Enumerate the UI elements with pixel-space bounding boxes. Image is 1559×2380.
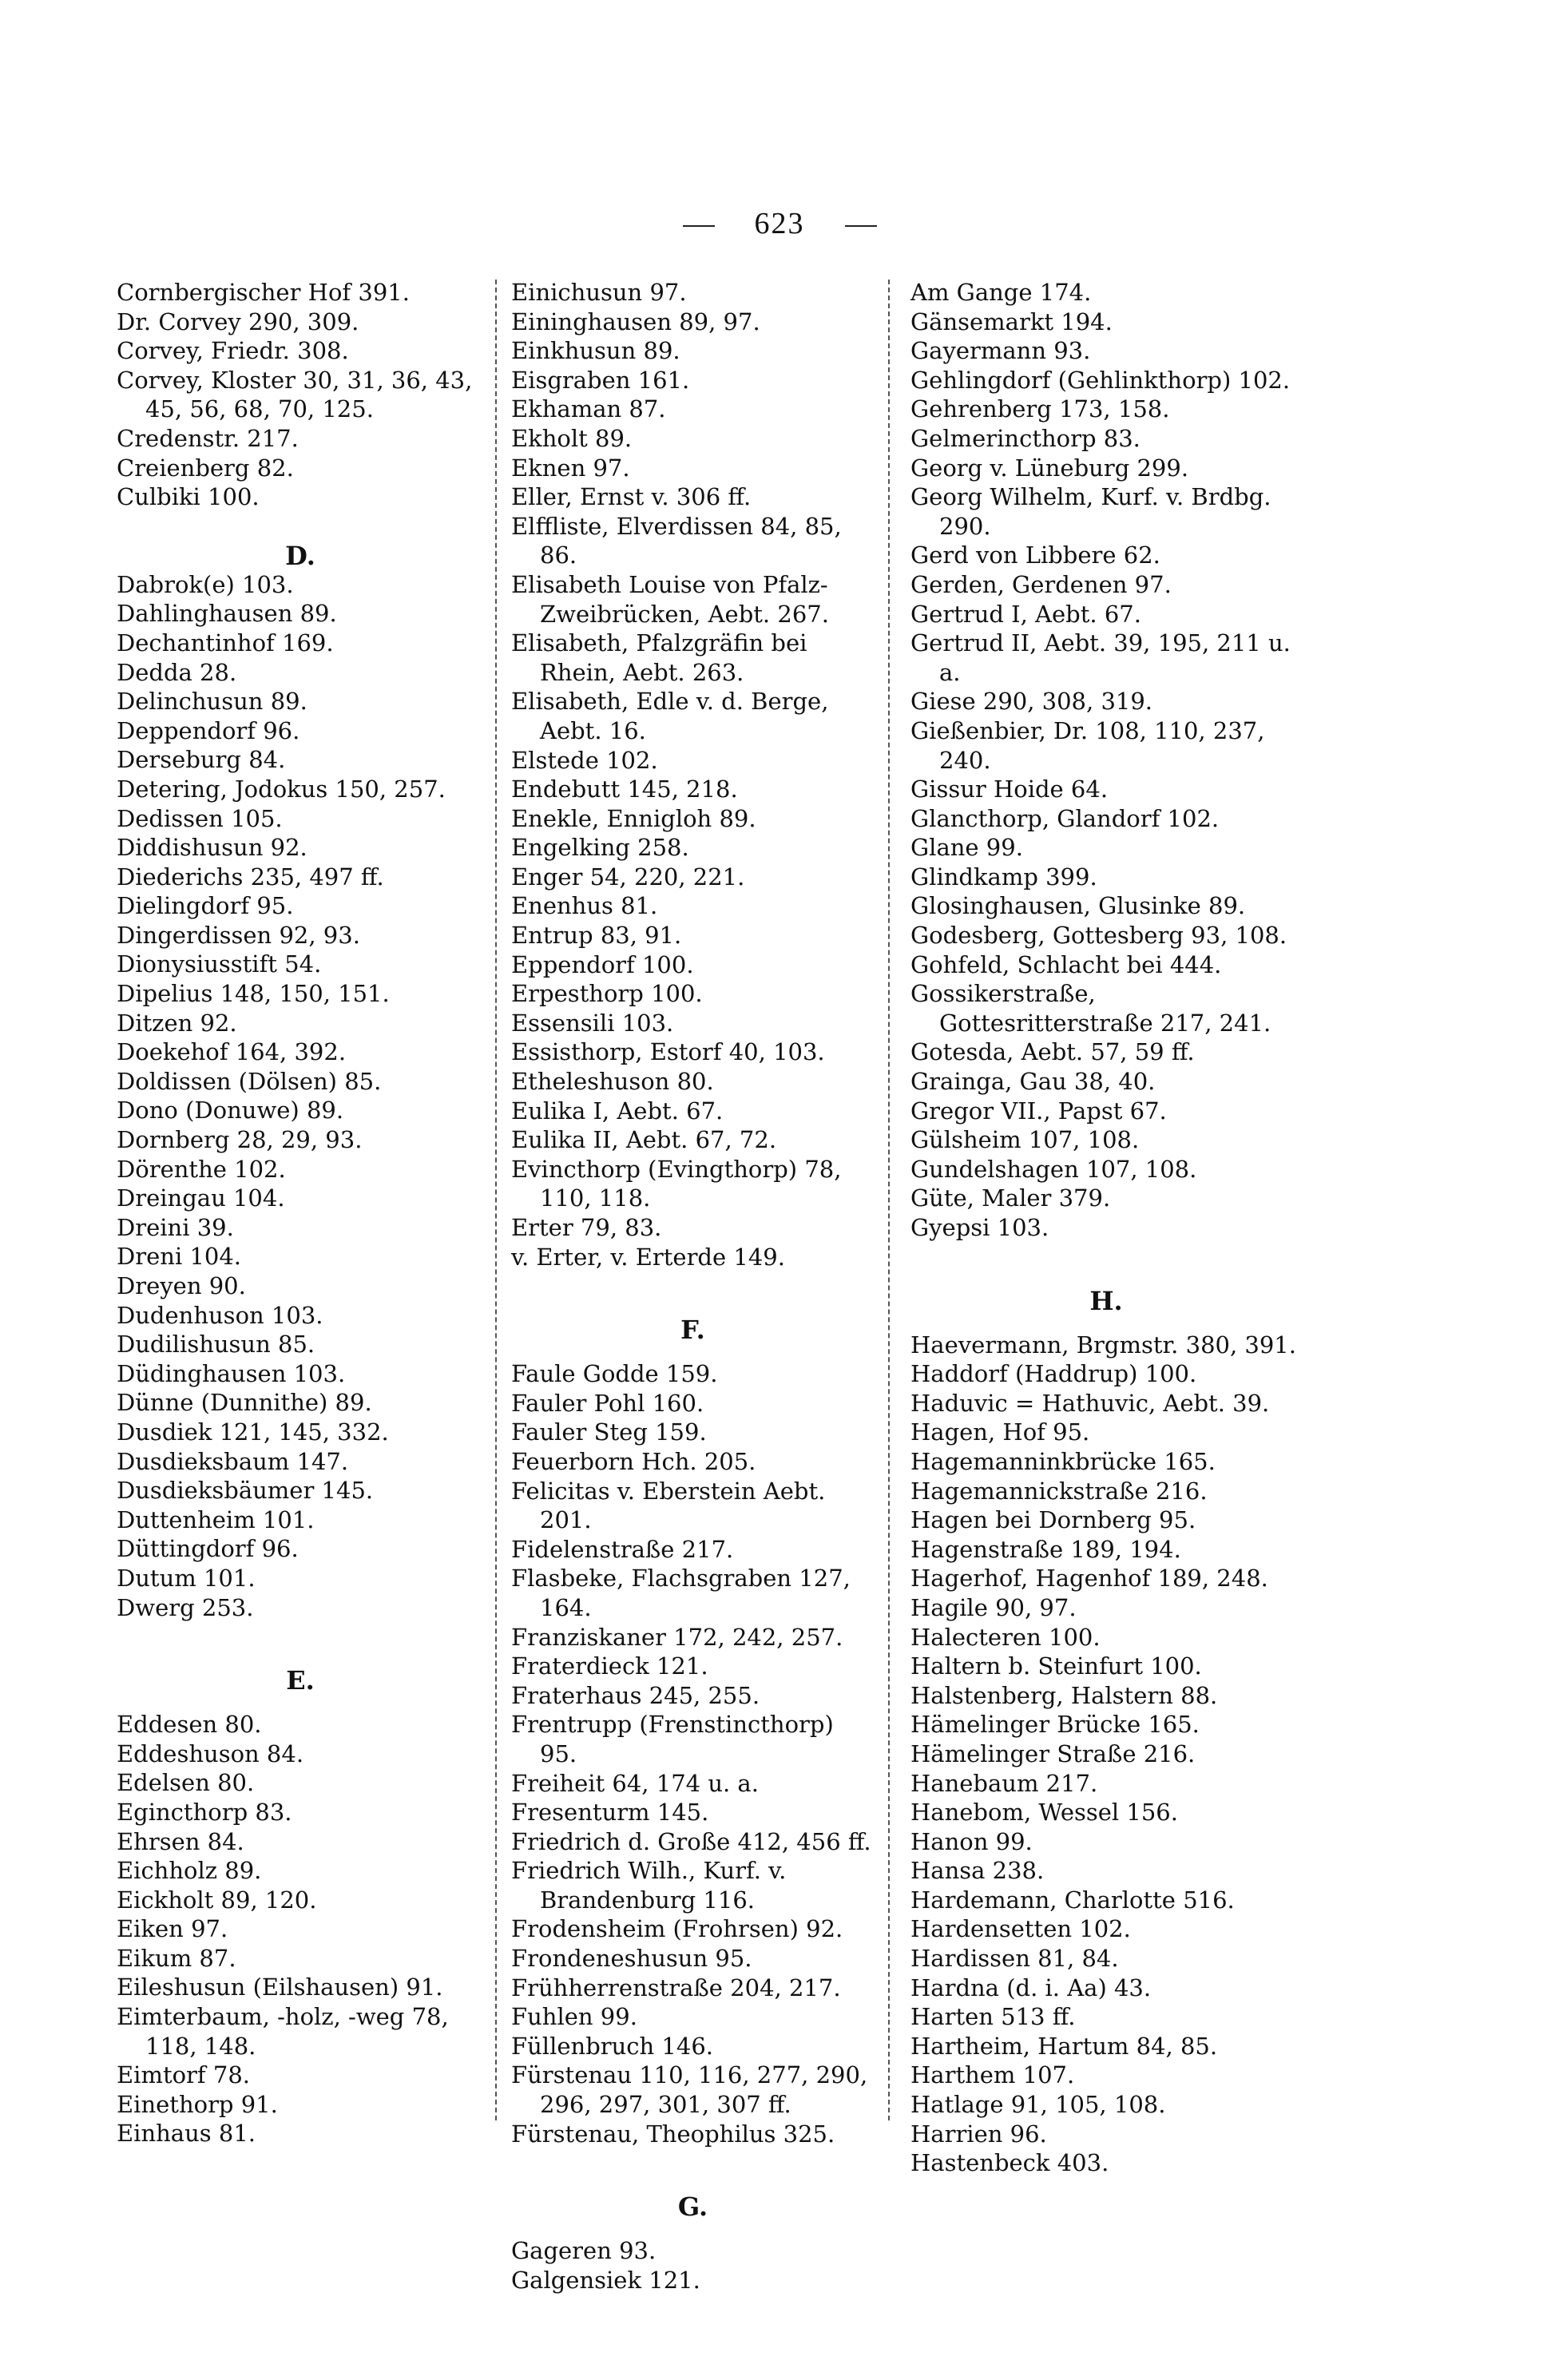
index-entry: Dudilishusun 85. xyxy=(117,1331,315,1359)
index-entry: Gundelshagen 107, 108. xyxy=(910,1155,1197,1183)
index-entry: Eulika II, Aebt. 67, 72. xyxy=(511,1126,777,1154)
index-entry: Frentrupp (Frenstincthorp) 95. xyxy=(511,1711,834,1767)
section-heading-h: H. xyxy=(1089,1285,1123,1316)
index-entry: Einethorp 91. xyxy=(117,2090,278,2118)
index-entry: Dusdieksbaum 147. xyxy=(117,1447,349,1475)
index-entry: Gotesda, Aebt. 57, 59 ff. xyxy=(910,1038,1195,1066)
index-entry: Giese 290, 308, 319. xyxy=(910,688,1153,716)
index-entry: Glosinghausen, Glusinke 89. xyxy=(910,892,1246,920)
index-column-1 xyxy=(117,278,484,2148)
index-entry: Glane 99. xyxy=(910,834,1023,862)
index-entry: Franziskaner 172, 242, 257. xyxy=(511,1623,843,1651)
index-entry: Gerden, Gerdenen 97. xyxy=(910,570,1172,598)
index-entry: Eddesen 80. xyxy=(117,1711,262,1739)
index-entry: Culbiki 100. xyxy=(117,483,260,511)
index-entry: Fauler Steg 159. xyxy=(511,1418,707,1446)
index-entry: Haevermann, Brgmstr. 380, 391. xyxy=(910,1331,1296,1359)
index-entry: Dutum 101. xyxy=(117,1564,256,1592)
index-entry: Eknen 97. xyxy=(511,454,630,482)
index-entry: Harthem 107. xyxy=(910,2061,1075,2089)
index-entry: Hanebaum 217. xyxy=(910,1769,1098,1797)
index-entry: Haduvic = Hathuvic, Aebt. 39. xyxy=(910,1389,1270,1417)
index-entry: Hatlage 91, 105, 108. xyxy=(910,2091,1166,2119)
index-entry: Dabrok(e) 103. xyxy=(117,570,294,598)
index-entry: Gelmerincthorp 83. xyxy=(910,424,1140,452)
index-entry: Etheleshuson 80. xyxy=(511,1068,714,1096)
index-entry: Eiken 97. xyxy=(117,1915,228,1943)
section-heading-f: F. xyxy=(680,1315,705,1346)
index-entry: Hämelinger Brücke 165. xyxy=(910,1711,1200,1739)
index-entry: Entrup 83, 91. xyxy=(511,922,682,950)
index-entry: Elisabeth, Edle v. d. Berge, Aebt. 16. xyxy=(511,688,829,744)
index-entry: Dr. Corvey 290, 309. xyxy=(117,307,359,335)
index-entry: Hämelinger Straße 216. xyxy=(910,1739,1196,1767)
index-column-2 xyxy=(511,278,875,2295)
index-entry: Elstede 102. xyxy=(511,746,658,774)
index-entry: v. Erter, v. Erterde 149. xyxy=(511,1243,785,1271)
index-entry: Dreingau 104. xyxy=(117,1184,285,1212)
index-entry: Gossikerstraße, Gottesritterstraße 217, 241. xyxy=(910,980,1271,1037)
index-entry: Hardna (d. i. Aa) 43. xyxy=(910,1973,1152,2001)
index-entry: Eddeshuson 84. xyxy=(117,1739,304,1767)
index-entry: Corvey, Friedr. 308. xyxy=(117,337,349,365)
index-entry: Egincthorp 83. xyxy=(117,1798,292,1826)
index-entry: Dusdieksbäumer 145. xyxy=(117,1477,374,1505)
index-entry: Gayermann 93. xyxy=(910,337,1091,365)
index-entry: Eileshusun (Eilshausen) 91. xyxy=(117,1973,443,2001)
index-entry: Godesberg, Gottesberg 93, 108. xyxy=(910,922,1287,950)
index-entry: Fürstenau, Theophilus 325. xyxy=(511,2120,835,2148)
index-entry: Hardissen 81, 84. xyxy=(910,1945,1119,1973)
index-entry: Gregor VII., Papst 67. xyxy=(910,1097,1167,1125)
index-entry: Gerd von Libbere 62. xyxy=(910,541,1160,569)
index-entry: Frondeneshusun 95. xyxy=(511,1945,752,1973)
index-entry: Dahlinghausen 89. xyxy=(117,600,337,628)
index-entry: Gänsemarkt 194. xyxy=(910,307,1113,335)
index-entry: Haddorf (Haddrup) 100. xyxy=(910,1360,1197,1388)
index-entry: Dielingdorf 95. xyxy=(117,892,294,920)
index-entry: Eichholz 89. xyxy=(117,1857,262,1885)
index-entry: Diederichs 235, 497 ff. xyxy=(117,863,384,891)
index-entry: Endebutt 145, 218. xyxy=(511,775,738,803)
index-entry: Freiheit 64, 174 u. a. xyxy=(511,1769,759,1797)
index-entry: Faule Godde 159. xyxy=(511,1360,718,1388)
index-entry: Engelking 258. xyxy=(511,834,689,862)
index-entry: Eickholt 89, 120. xyxy=(117,1886,317,1914)
index-entry: Gehrenberg 173, 158. xyxy=(910,395,1170,423)
index-entry: Düttingdorf 96. xyxy=(117,1535,299,1563)
section-heading-d: D. xyxy=(285,540,315,571)
index-entry: Gyepsi 103. xyxy=(910,1214,1049,1241)
index-entry: Halecteren 100. xyxy=(910,1623,1101,1651)
index-entry: Gülsheim 107, 108. xyxy=(910,1126,1140,1154)
index-entry: Eikum 87. xyxy=(117,1944,236,1972)
index-entry: Feuerborn Hch. 205. xyxy=(511,1447,756,1475)
index-entry: Dedissen 105. xyxy=(117,804,283,832)
index-entry: Hardemann, Charlotte 516. xyxy=(910,1886,1235,1914)
index-entry: Gehlingdorf (Gehlinkthorp) 102. xyxy=(910,366,1291,394)
index-entry: Gertrud II, Aebt. 39, 195, 211 u. a. xyxy=(910,629,1291,686)
index-entry: Düdinghausen 103. xyxy=(117,1359,346,1387)
index-entry: Ditzen 92. xyxy=(117,1009,237,1037)
index-entry: Hanebom, Wessel 156. xyxy=(910,1799,1178,1827)
dash-right xyxy=(845,225,877,227)
index-entry: Elisabeth, Pfalzgräfin bei Rhein, Aebt. 263. xyxy=(511,629,807,686)
index-entry: Eulika I, Aebt. 67. xyxy=(511,1097,724,1125)
index-entry: Elffliste, Elverdissen 84, 85, 86. xyxy=(511,512,842,569)
page-number: 623 xyxy=(754,207,805,240)
index-entry: Eisgraben 161. xyxy=(511,366,690,394)
index-entry: Cornbergischer Hof 391. xyxy=(117,279,410,306)
index-entry: Enenhus 81. xyxy=(511,892,658,920)
index-entry: Dreini 39. xyxy=(117,1213,234,1241)
index-entry: Eller, Ernst v. 306 ff. xyxy=(511,483,752,511)
index-entry: Deppendorf 96. xyxy=(117,716,300,744)
index-entry: Haltern b. Steinfurt 100. xyxy=(910,1652,1202,1680)
index-entry: Doekehof 164, 392. xyxy=(117,1038,347,1066)
index-entry: Gissur Hoide 64. xyxy=(910,775,1109,803)
index-entry: Dwerg 253. xyxy=(117,1593,254,1621)
index-column-3 xyxy=(910,278,1302,2178)
index-entry: Duttenheim 101. xyxy=(117,1505,315,1533)
index-entry: Am Gange 174. xyxy=(910,279,1092,306)
index-entry: Dingerdissen 92, 93. xyxy=(117,921,360,949)
index-entry: Hagen, Hof 95. xyxy=(910,1418,1090,1446)
index-entry: Grainga, Gau 38, 40. xyxy=(910,1068,1156,1096)
index-entry: Evincthorp (Evingthorp) 78, 110, 118. xyxy=(511,1155,842,1212)
index-entry: Einkhusun 89. xyxy=(511,337,680,365)
index-entry: Hagenstraße 189, 194. xyxy=(910,1535,1181,1563)
index-entry: Hansa 238. xyxy=(910,1857,1045,1885)
index-entry: Dusdiek 121, 145, 332. xyxy=(117,1418,389,1446)
index-entry: Hartheim, Hartum 84, 85. xyxy=(910,2032,1218,2060)
index-entry: Georg Wilhelm, Kurf. v. Brdbg. 290. xyxy=(910,483,1271,540)
column-divider-1 xyxy=(495,280,497,2120)
index-entry: Eppendorf 100. xyxy=(511,950,694,978)
index-entry: Dörenthe 102. xyxy=(117,1155,286,1183)
index-entry: Gohfeld, Schlacht bei 444. xyxy=(910,950,1222,978)
index-entry: Güte, Maler 379. xyxy=(910,1184,1111,1212)
dash-left xyxy=(683,225,715,227)
index-entry: Erpesthorp 100. xyxy=(511,980,703,1008)
index-entry: Dreni 104. xyxy=(117,1243,242,1271)
index-entry: Hanon 99. xyxy=(910,1827,1033,1855)
index-entry: Derseburg 84. xyxy=(117,746,286,774)
index-entry: Fuhlen 99. xyxy=(511,2003,637,2031)
index-entry: Felicitas v. Eberstein Aebt. 201. xyxy=(511,1477,826,1534)
index-entry: Dudenhuson 103. xyxy=(117,1301,323,1329)
index-entry: Doldissen (Dölsen) 85. xyxy=(117,1067,382,1095)
index-entry: Glancthorp, Glandorf 102. xyxy=(910,804,1220,832)
index-entry: Harten 513 ff. xyxy=(910,2003,1076,2031)
index-entry: Dreyen 90. xyxy=(117,1272,246,1299)
index-entry: Frühherrenstraße 204, 217. xyxy=(511,1973,841,2001)
index-entry: Glindkamp 399. xyxy=(910,863,1097,891)
index-entry: Einichusun 97. xyxy=(511,279,687,306)
index-entry: Halstenberg, Halstern 88. xyxy=(910,1681,1218,1709)
index-entry: Enekle, Ennigloh 89. xyxy=(511,804,756,832)
index-entry: Gertrud I, Aebt. 67. xyxy=(910,600,1141,628)
index-entry: Eimterbaum, -holz, -weg 78, 118, 148. xyxy=(117,2003,449,2060)
index-entry: Enger 54, 220, 221. xyxy=(511,863,745,891)
index-entry: Essisthorp, Estorf 40, 103. xyxy=(511,1038,825,1066)
index-entry: Creienberg 82. xyxy=(117,454,294,482)
index-entry: Ehrsen 84. xyxy=(117,1827,244,1855)
index-entry: Gießenbier, Dr. 108, 110, 237, 240. xyxy=(910,716,1265,774)
column-divider-2 xyxy=(888,280,890,2120)
index-entry: Füllenbruch 146. xyxy=(511,2032,713,2060)
index-entry: Credenstr. 217. xyxy=(117,424,299,452)
index-entry: Ekhaman 87. xyxy=(511,395,666,423)
index-entry: Dionysiusstift 54. xyxy=(117,950,322,978)
page-number-header xyxy=(0,206,1559,241)
index-entry: Friedrich d. Große 412, 456 ff. xyxy=(511,1827,871,1855)
index-entry: Georg v. Lüneburg 299. xyxy=(910,454,1189,482)
index-entry: Friedrich Wilh., Kurf. v. Brandenburg 116. xyxy=(511,1857,787,1914)
index-entry: Dipelius 148, 150, 151. xyxy=(117,980,390,1008)
index-entry: Flasbeke, Flachsgraben 127, 164. xyxy=(511,1565,851,1621)
index-entry: Elisabeth Louise von Pfalz-Zweibrücken, Aebt. 267. xyxy=(511,570,829,628)
index-entry: Corvey, Kloster 30, 31, 36, 43, 45, 56, 68, 70, 125. xyxy=(117,366,473,423)
index-entry: Dedda 28. xyxy=(117,658,237,686)
index-entry: Fraterdieck 121. xyxy=(511,1652,708,1680)
index-entry: Hagemanninkbrücke 165. xyxy=(910,1447,1216,1475)
index-entry: Edelsen 80. xyxy=(117,1769,255,1797)
index-entry: Galgensiek 121. xyxy=(511,2266,700,2294)
index-entry: Hagemannickstraße 216. xyxy=(910,1477,1208,1505)
index-entry: Fürstenau 110, 116, 277, 290, 296, 297, 301, 307 ff. xyxy=(511,2061,868,2119)
section-heading-g: G. xyxy=(677,2192,708,2223)
index-entry: Hagerhof, Hagenhof 189, 248. xyxy=(910,1565,1268,1593)
index-entry: Delinchusun 89. xyxy=(117,688,307,716)
index-entry: Hagen bei Dornberg 95. xyxy=(910,1506,1196,1534)
index-entry: Essensili 103. xyxy=(511,1009,674,1037)
index-entry: Fresenturm 145. xyxy=(511,1799,709,1827)
index-entry: Dechantinhof 169. xyxy=(117,629,334,656)
index-entry: Eininghausen 89, 97. xyxy=(511,307,760,335)
index-entry: Dünne (Dunnithe) 89. xyxy=(117,1389,372,1417)
index-entry: Harrien 96. xyxy=(910,2120,1047,2148)
index-entry: Dornberg 28, 29, 93. xyxy=(117,1126,363,1154)
index-entry: Fidelenstraße 217. xyxy=(511,1535,734,1563)
section-heading-e: E. xyxy=(286,1665,315,1696)
index-entry: Frodensheim (Frohrsen) 92. xyxy=(511,1915,843,1943)
index-entry: Erter 79, 83. xyxy=(511,1214,662,1241)
index-entry: Detering, Jodokus 150, 257. xyxy=(117,775,446,803)
index-entry: Hagile 90, 97. xyxy=(910,1593,1077,1621)
index-entry: Ekholt 89. xyxy=(511,424,633,452)
index-entry: Hastenbeck 403. xyxy=(910,2149,1109,2177)
index-entry: Gageren 93. xyxy=(511,2237,657,2265)
index-entry: Fraterhaus 245, 255. xyxy=(511,1681,760,1709)
index-entry: Einhaus 81. xyxy=(117,2120,256,2148)
index-entry: Diddishusun 92. xyxy=(117,834,307,862)
index-entry: Fauler Pohl 160. xyxy=(511,1389,704,1417)
index-entry: Dono (Donuwe) 89. xyxy=(117,1097,344,1125)
index-entry: Hardensetten 102. xyxy=(910,1915,1131,1943)
index-entry: Eimtorf 78. xyxy=(117,2061,250,2089)
